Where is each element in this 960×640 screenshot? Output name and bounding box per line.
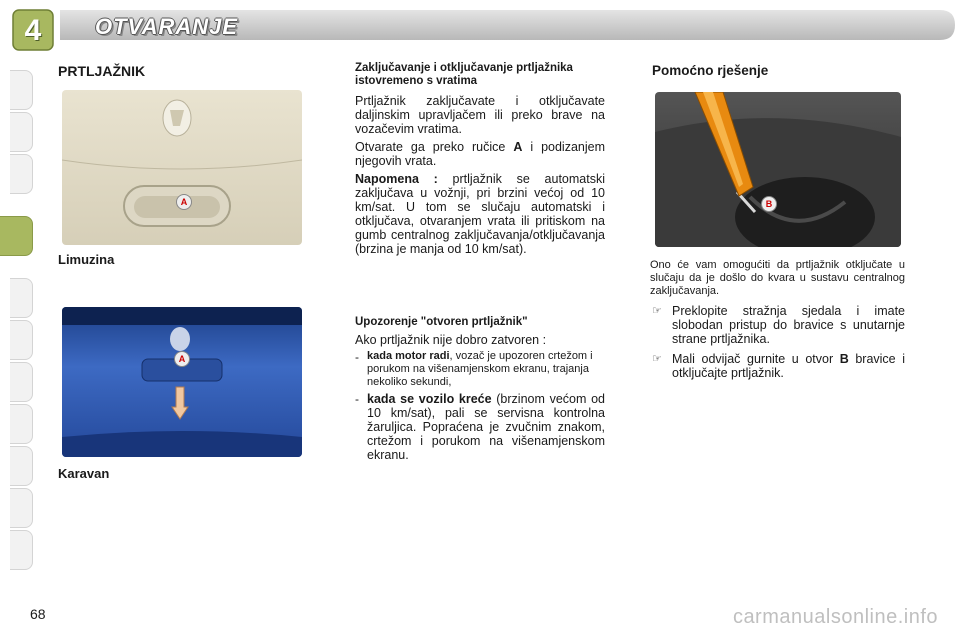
watermark: carmanualsonline.info xyxy=(732,606,938,628)
side-tab-1[interactable] xyxy=(10,70,33,110)
tips-list xyxy=(650,304,905,380)
side-tab-6[interactable] xyxy=(10,320,33,360)
marker-a-estate: A xyxy=(174,351,190,367)
warning-heading: Upozorenje "otvoren prtljažnik" xyxy=(355,316,528,328)
middle-column xyxy=(355,62,605,256)
marker-b: B xyxy=(761,196,777,212)
caption-limuzina: Limuzina xyxy=(58,252,115,267)
sedan-trunk-photo xyxy=(62,90,302,245)
item1-text: , vozač je upozoren crtežom i porukom na višenamjenskom ekranu, trajanja nekoliko sekundi, xyxy=(367,350,593,388)
side-tab-11[interactable] xyxy=(10,530,33,570)
tip2-bold: B xyxy=(839,352,849,366)
side-tab-2[interactable] xyxy=(10,112,33,152)
chapter-title: OTVARANJE xyxy=(95,14,239,39)
open-text-pre: Otvarate ga preko ručice xyxy=(355,140,514,154)
backup-intro: Ono će vam omogućiti da prtljažnik otključate u slučaju da je došlo do kvara u sustavu centralnog zaključavanja. xyxy=(650,259,905,297)
screwdriver-illustration xyxy=(655,92,901,247)
side-tab-8[interactable] xyxy=(10,404,33,444)
side-tab-3[interactable] xyxy=(10,154,33,194)
item1-bold: kada motor radi xyxy=(367,350,450,362)
note-text: prtljažnik se automatski zaključava u vožnji, pri brzini većoj od 10 km/sat. U tom se slučaju automatski i otključava, otvaranjem vrata ili pritiskom na gumb centralnog zaključavanja/otključavanja (brzina je manja od 10 km/sat). xyxy=(355,172,605,256)
side-tab-7[interactable] xyxy=(10,362,33,402)
tip-item-2 xyxy=(650,352,905,380)
tip2-post: bravice i otključajte prtljažnik. xyxy=(672,352,905,380)
warning-intro: Ako prtljažnik nije dobro zatvoren : xyxy=(355,333,547,347)
side-tab-active[interactable] xyxy=(0,216,33,256)
pointing-hand-icon: ☞ xyxy=(652,305,662,317)
backup-heading: Pomoćno rješenje xyxy=(652,63,769,78)
marker-a-sedan: A xyxy=(176,194,192,210)
sedan-trunk-illustration xyxy=(62,90,302,245)
warning-item-1-text xyxy=(367,350,605,389)
side-tab-5[interactable] xyxy=(10,278,33,318)
item2-bold: kada se vozilo kreće xyxy=(367,392,492,406)
screwdriver-photo xyxy=(655,92,901,247)
side-tab-9[interactable] xyxy=(10,446,33,486)
section-title: PRTLJAŽNIK xyxy=(58,63,146,79)
warning-item-2-text xyxy=(367,392,605,462)
lock-heading: Zaključavanje i otključavanje prtljažnika istovremeno s vratima xyxy=(355,62,573,87)
item-dash: - xyxy=(355,350,359,364)
tip1-text: Preklopite stražnja sjedala i imate slobodan pristup do bravice s unutarnje strane prtljažnika. xyxy=(672,304,905,346)
item-dash: - xyxy=(355,392,359,406)
open-text-post: i podizanjem njegovih vrata. xyxy=(355,140,605,168)
item2-text: (brzinom većom od 10 km/sat), pali se servisna kontrolna žaruljica. Popraćena je zvučnim znakom, crtežom i porukom na višenamjenskom ekranu. xyxy=(367,392,606,462)
page-number: 68 xyxy=(30,606,46,622)
tip2-pre: Mali odvijač gurnite u otvor xyxy=(672,352,840,366)
warning-item-1 xyxy=(355,350,605,389)
open-paragraph xyxy=(355,140,605,168)
note-label: Napomena : xyxy=(355,172,438,186)
estate-trunk-illustration xyxy=(62,307,302,457)
pointing-hand-icon: ☞ xyxy=(652,353,662,365)
tip-item-1 xyxy=(650,304,905,346)
side-tab-10[interactable] xyxy=(10,488,33,528)
caption-karavan: Karavan xyxy=(58,466,110,481)
side-tabs xyxy=(0,70,34,580)
estate-trunk-photo xyxy=(62,307,302,457)
lock-paragraph: Prtljažnik zaključavate i otključavate daljinskim upravljačem ili preko brave na vozačevim vratima. xyxy=(355,94,605,136)
right-text xyxy=(650,259,905,386)
note-paragraph xyxy=(355,172,605,256)
warning-item-2 xyxy=(355,392,605,462)
warning-block xyxy=(355,316,605,462)
open-text-bold: A xyxy=(513,140,523,154)
chapter-number: 4 xyxy=(24,14,42,47)
